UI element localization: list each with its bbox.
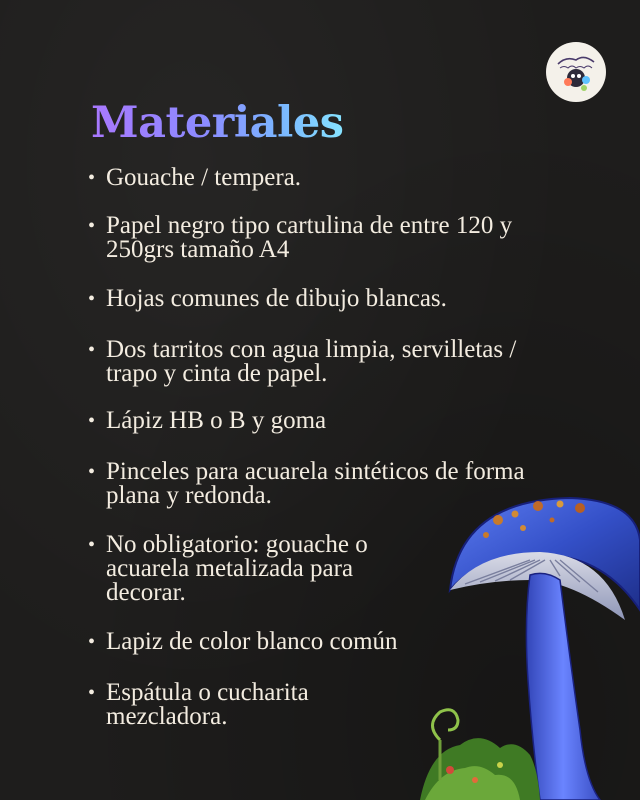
- list-item-text: Lápiz HB o B y goma: [106, 407, 327, 434]
- list-item-text: Lapiz de color blanco común: [106, 628, 398, 655]
- page-title: Materiales: [91, 92, 343, 154]
- list-item: [86, 681, 366, 729]
- bullet-dot-icon: •: [88, 534, 96, 556]
- list-item: [86, 287, 566, 311]
- list-item: [86, 166, 566, 190]
- bullet-dot-icon: •: [88, 410, 96, 432]
- bullet-dot-icon: •: [88, 631, 96, 653]
- list-item-text: Papel negro tipo cartulina de entre 120 y 250grs tamaño A4: [106, 212, 513, 263]
- list-item-text: Gouache / tempera.: [106, 164, 302, 191]
- list-item-text: No obligatorio: gouache o acuarela metalizada para decorar.: [106, 531, 368, 606]
- artist-logo-icon: [546, 42, 606, 102]
- list-item: [86, 533, 386, 605]
- bullet-dot-icon: •: [88, 215, 96, 237]
- bullet-dot-icon: •: [88, 288, 96, 310]
- list-item: [86, 338, 566, 386]
- list-item-text: Espátula o cucharita mezcladora.: [106, 679, 309, 730]
- list-item: [86, 409, 566, 433]
- list-item-text: Hojas comunes de dibujo blancas.: [106, 285, 447, 312]
- list-item: [86, 214, 566, 262]
- list-item-text: Pinceles para acuarela sintéticos de forma plana y redonda.: [106, 458, 525, 509]
- bullet-dot-icon: •: [88, 461, 96, 483]
- bullet-dot-icon: •: [88, 339, 96, 361]
- list-item-text: Dos tarritos con agua limpia, servilletas / trapo y cinta de papel.: [106, 336, 517, 387]
- bullet-dot-icon: •: [88, 167, 96, 189]
- mushroom-illustration-icon: [420, 480, 640, 800]
- bullet-dot-icon: •: [88, 682, 96, 704]
